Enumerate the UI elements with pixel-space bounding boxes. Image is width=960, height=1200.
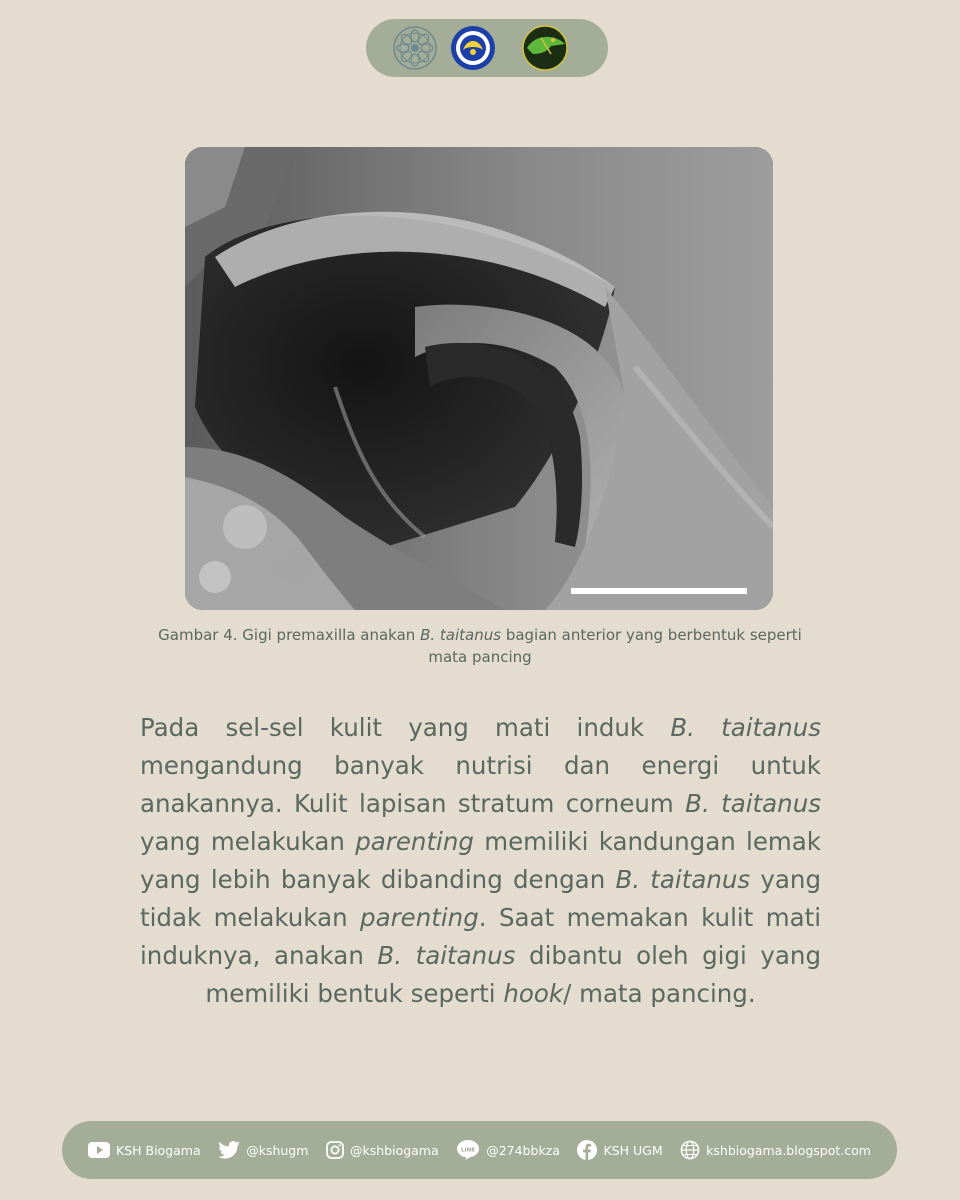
body-paragraph (140, 709, 821, 1013)
line-link[interactable] (456, 1139, 560, 1161)
body-text (140, 709, 821, 1013)
facebook-icon (577, 1140, 597, 1160)
instagram-label: @kshbiogama (349, 1142, 439, 1158)
instagram-icon (326, 1141, 344, 1159)
svg-text:LINE: LINE (461, 1147, 476, 1154)
body-italic-term: B. taitanus (615, 865, 751, 894)
sem-photo (185, 147, 773, 610)
body-text-run: yang tidak melakukan (140, 865, 821, 932)
social-footer (62, 1121, 897, 1179)
globe-icon (680, 1140, 700, 1160)
caption-species: B. taitanus (420, 626, 502, 644)
body-italic-term: B. taitanus (670, 713, 822, 742)
body-text-run: memiliki kandungan lemak yang lebih banyak dibanding dengan (140, 827, 821, 894)
youtube-link[interactable] (88, 1142, 201, 1158)
body-italic-term: B. taitanus (685, 789, 821, 818)
body-text-run: . Saat memakan kulit mati induknya, anakan (140, 903, 822, 970)
body-italic-term: B. taitanus (377, 941, 516, 970)
blog-label: kshbiogama.blogspot.com (706, 1142, 871, 1158)
buno-heritage-badge-icon (507, 24, 583, 72)
body-text-run: mengandung banyak nutrisi dan energi untuk anakannya. Kulit lapisan stratum corneum (140, 751, 821, 818)
body-italic-term: parenting (360, 903, 479, 932)
sem-photo-image (185, 147, 773, 610)
logo-bar (366, 19, 608, 77)
body-text-run: dibantu oleh gigi yang memiliki bentuk seperti (205, 941, 822, 1008)
twitter-label: @kshugm (246, 1142, 309, 1158)
twitter-icon (218, 1141, 240, 1159)
herpetology-badge-icon (449, 24, 497, 72)
facebook-label: KSH UGM (603, 1142, 663, 1158)
body-text-run: / mata pancing. (563, 979, 756, 1008)
line-icon (456, 1139, 480, 1161)
youtube-icon (88, 1142, 110, 1158)
blog-link[interactable] (680, 1140, 871, 1160)
twitter-link[interactable] (218, 1141, 308, 1159)
youtube-label: KSH Biogama (116, 1142, 201, 1158)
body-text-run: Pada sel-sel kulit yang mati induk (140, 713, 671, 742)
ugm-seal-icon (391, 24, 439, 72)
body-italic-term: hook (503, 979, 564, 1008)
body-text-run: yang melakukan (140, 827, 356, 856)
body-italic-term: parenting (355, 827, 474, 856)
scale-bar (571, 588, 747, 594)
caption-prefix: Gambar 4. Gigi premaxilla anakan (158, 626, 421, 644)
instagram-link[interactable] (326, 1141, 439, 1159)
facebook-link[interactable] (577, 1140, 662, 1160)
line-label: @274bbkza (486, 1142, 560, 1158)
caption-suffix: bagian anterior yang berbentuk seperti mata pancing (428, 626, 802, 666)
figure-caption (150, 624, 810, 668)
